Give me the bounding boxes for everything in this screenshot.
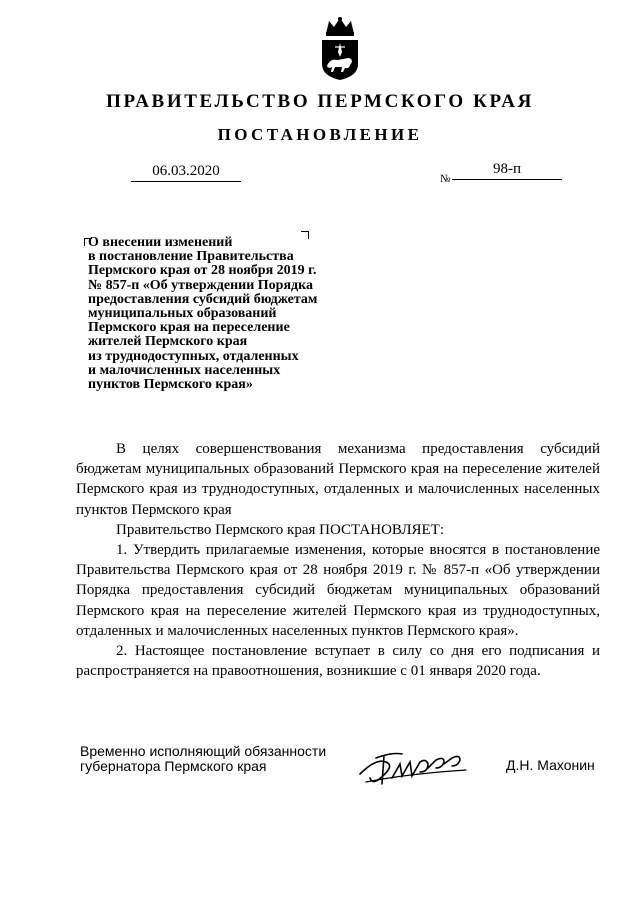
subject-line: Пермского края от 28 ноября 2019 г. (88, 263, 317, 279)
subject-line: Пермского края на переселение (88, 320, 290, 336)
document-subject (88, 236, 358, 392)
handwritten-signature (356, 744, 472, 788)
document-number: 98-п (452, 161, 562, 180)
subject-line: жителей Пермского края (88, 334, 248, 350)
signatory-position-line: губернатора Пермского края (80, 758, 267, 774)
subject-line: из труднодоступных, отдаленных (88, 348, 299, 364)
subject-line: О внесении изменений (88, 235, 233, 250)
signatory-name: Д.Н. Махонин (506, 757, 595, 773)
subject-line: предоставления субсидий бюджетам (88, 291, 318, 307)
subject-line: в постановление Правительства (88, 249, 294, 265)
coat-of-arms-icon (318, 16, 362, 82)
subject-line: пунктов Пермского края» (88, 377, 253, 393)
government-title: ПРАВИТЕЛЬСТВО ПЕРМСКОГО КРАЯ (106, 91, 534, 112)
signatory-position-line: Временно исполняющий обязанности (80, 743, 327, 759)
subject-line: муниципальных образований (88, 306, 277, 322)
signatory-position (80, 744, 326, 774)
document-date: 06.03.2020 (131, 163, 241, 182)
decree-paragraph: Правительство Пермского края ПОСТАНОВЛЯЕТ: (116, 521, 445, 538)
subject-line: и малочисленных населенных (88, 362, 281, 378)
preamble-paragraph: В целях совершенствования механизма предоставления субсидий бюджетам муниципальных образований Пермского края на переселение жителей Пермского края из труднодоступных, отдаленных и малочисленных населенных пунктов Пермского края (76, 441, 600, 518)
document-body (76, 439, 600, 681)
document-type: ПОСТАНОВЛЕНИЕ (217, 125, 423, 144)
number-sign: № (440, 173, 451, 185)
item-1-paragraph: 1. Утвердить прилагаемые изменения, которые вносятся в постановление Правительства Пермского края от 28 ноября 2019 г. № 857-п «Об утверждении Порядка предоставления субсидий бюджетам муниципальных образований Пермского края на переселение жителей Пермского края из труднодоступных, отдаленных и малочисленных населенных пунктов Пермского края». (76, 542, 600, 639)
item-2-paragraph: 2. Настоящее постановление вступает в силу со дня его подписания и распространяется на правоотношения, возникшие с 01 января 2020 года. (76, 643, 600, 680)
subject-line: № 857-п «Об утверждении Порядка (88, 277, 313, 293)
